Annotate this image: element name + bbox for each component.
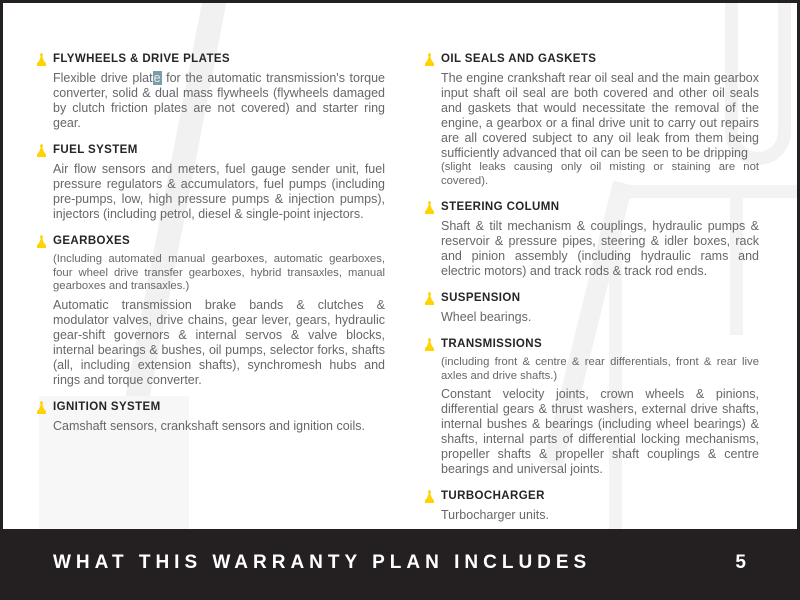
section-body: [53, 71, 385, 131]
section-flywheels-drive-plates: [39, 53, 385, 131]
section-heading: GEARBOXES: [53, 235, 131, 247]
section-note: (slight leaks causing only oil misting or staining are not covered).: [441, 161, 759, 187]
section-body: Air flow sensors and meters, fuel gauge sender unit, fuel pressure regulators & accumulators, fuel pumps (including pre-pumps, low, high pressure pumps & injection pumps), injectors (including petrol, diesel & single-point injectors.: [53, 162, 385, 221]
section-transmissions: [427, 338, 759, 477]
section-fuel-system: [39, 144, 385, 222]
pawn-bullet-icon: [37, 53, 46, 66]
section-body: Constant velocity joints, crown wheels & pinions, differential gears & thrust washers, external drive shafts, internal bushes & bearings (including wheel bearings) & shafts, internal parts of differential locking mechanisms, propeller shafts & propeller shaft couplings & centre bearings and universal joints.: [441, 387, 759, 476]
section-heading: TURBOCHARGER: [441, 490, 545, 502]
section-turbocharger: [427, 490, 759, 523]
section-body: Turbocharger units.: [441, 508, 549, 522]
pawn-bullet-icon: [37, 144, 46, 157]
section-gearboxes: [39, 235, 385, 388]
pawn-bullet-icon: [425, 201, 434, 214]
body-text: Flexible drive plat: [53, 71, 153, 85]
section-heading: FLYWHEELS & DRIVE PLATES: [53, 53, 231, 65]
section-heading: FUEL SYSTEM: [53, 144, 138, 156]
section-body: Automatic transmission brake bands & clutches & modulator valves, drive chains, gear lever, gears, hydraulic gear-shift governors & internal servos & valve blocks, internal bearings & bushes, oil pumps, selector forks, shafts (all, including extension shafts), synchromesh hubs and rings and torque converter.: [53, 297, 385, 387]
section-ignition-system: [39, 401, 385, 434]
column-left: [39, 53, 385, 447]
section-body: Camshaft sensors, crankshaft sensors and ignition coils.: [53, 418, 365, 433]
section-heading: TRANSMISSIONS: [441, 338, 543, 350]
section-note: (Including automated manual gearboxes, automatic gearboxes, four wheel drive transfer gearboxes, hybrid transaxles, manual gearboxes and transaxles.): [53, 253, 385, 292]
pawn-bullet-icon: [425, 292, 434, 305]
column-right: [427, 53, 759, 536]
pawn-bullet-icon: [37, 235, 46, 248]
section-heading: OIL SEALS AND GASKETS: [441, 53, 597, 65]
section-oil-seals-gaskets: [427, 53, 759, 188]
section-heading: IGNITION SYSTEM: [53, 400, 161, 413]
footer-bar: [3, 529, 797, 597]
section-body: Shaft & tilt mechanism & couplings, hydraulic pumps & reservoir & pressure pipes, steering & idler boxes, rack and pinion assembly (including hydraulic rams and electric motors) and track rods & track rod ends.: [441, 219, 759, 278]
section-heading: STEERING COLUMN: [441, 201, 560, 213]
section-heading: SUSPENSION: [441, 292, 521, 304]
pawn-bullet-icon: [425, 53, 434, 66]
section-body: Wheel bearings.: [441, 310, 532, 324]
section-steering-column: [427, 201, 759, 279]
section-note: (including front & centre & rear differentials, front & rear live axles and drive shafts.): [441, 356, 759, 382]
pawn-bullet-icon: [425, 490, 434, 503]
body-text: for the automatic transmission's torque converter, solid & dual mass flywheels (flywheels damaged by clutch friction plates are not covered) and starter ring gear.: [53, 71, 386, 130]
pawn-bullet-icon: [37, 401, 46, 414]
pawn-bullet-icon: [425, 338, 434, 351]
page-number: 5: [735, 552, 747, 573]
footer-title: WHAT THIS WARRANTY PLAN INCLUDES: [53, 552, 592, 573]
highlighted-character: e: [153, 71, 161, 85]
section-suspension: [427, 292, 759, 325]
section-body: The engine crankshaft rear oil seal and the main gearbox input shaft oil seal are both covered and other oil seals and gaskets that would necessitate the removal of the engine, a gearbox or a final drive unit to carry out repairs are all covered subject to any oil leak from them being sufficiently advanced that oil can be seen to be dripping: [441, 71, 759, 160]
